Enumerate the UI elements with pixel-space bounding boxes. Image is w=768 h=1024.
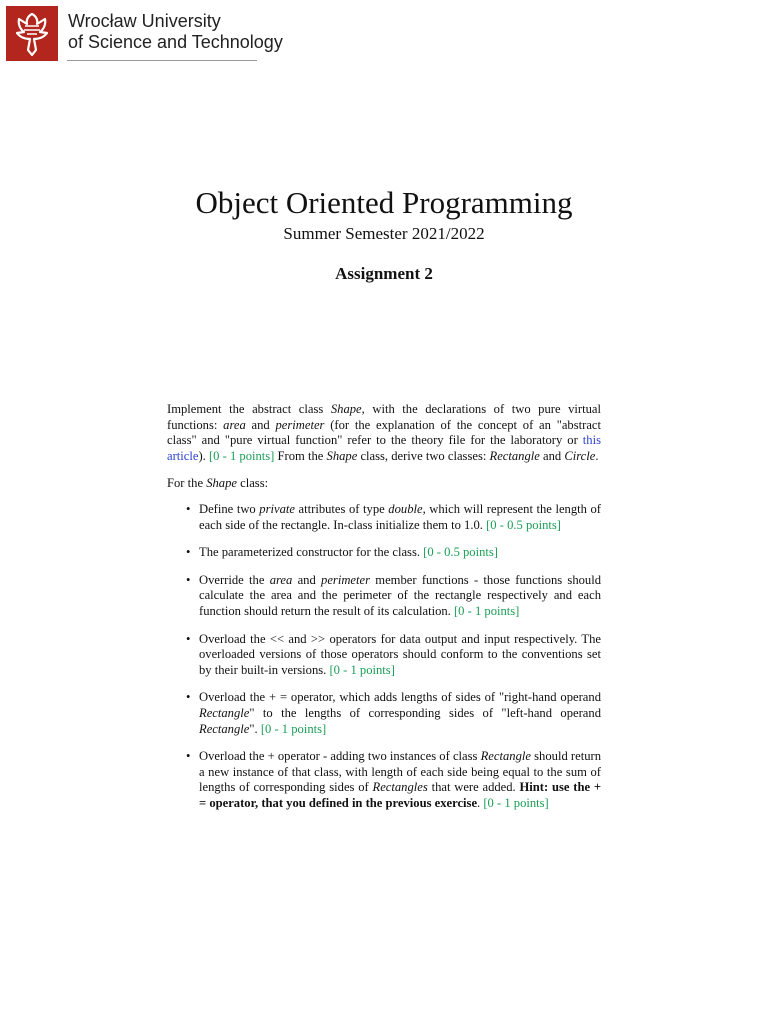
- bullet-icon: •: [186, 572, 191, 587]
- item-text: Overload the << and >> operators for data output and input respectively. The overloaded versions of those operators should conform to the conventions set by their built-in versions.: [199, 631, 601, 677]
- item-text: that were added.: [427, 780, 520, 795]
- list-item: [167, 749, 601, 811]
- rectangle-term: Rectangle: [199, 705, 250, 720]
- intro-text: Implement the abstract class: [167, 402, 331, 416]
- points-label: [0 - 1 points]: [329, 662, 395, 677]
- rectangle-term: Rectangle: [489, 448, 540, 463]
- points-label: [0 - 0.5 points]: [423, 545, 498, 560]
- area-term: area: [269, 572, 293, 587]
- item-text: Overload the + = operator, which adds lengths of sides of "right-hand operand: [199, 690, 601, 705]
- item-text: should return a new instance of that class, with length of each side being equal to the sum of lengths of corresponding sides of: [199, 749, 601, 795]
- list-item: [167, 632, 601, 679]
- rectangle-term: Rectangle: [480, 749, 531, 764]
- intro-text: ).: [198, 448, 209, 463]
- hint-text: Hint: use the + = operator, that you defined in the previous exercise: [199, 780, 601, 810]
- intro-text: class, derive two classes:: [357, 448, 490, 463]
- item-text: ".: [249, 721, 261, 736]
- document-subtitle: Summer Semester 2021/2022: [283, 224, 485, 243]
- document-title: Object Oriented Programming: [195, 185, 573, 220]
- assignment-heading: Assignment 2: [335, 264, 433, 283]
- item-text: member functions - those functions should calculate the area and the perimeter of the rectangle respectively and each function should return the result of its calculation.: [199, 572, 602, 618]
- rectangle-term: Rectangle: [199, 721, 250, 736]
- list-item: [167, 545, 601, 561]
- bullet-icon: •: [186, 690, 191, 705]
- points-label: [0 - 1 points]: [453, 603, 520, 618]
- for-shape-paragraph: [167, 476, 601, 492]
- area-term: area: [223, 417, 246, 432]
- requirements-list: [167, 502, 601, 812]
- points-label: [0 - 0.5 points]: [486, 517, 561, 532]
- assignment-body: [167, 402, 601, 823]
- shape-term: Shape: [206, 476, 237, 491]
- intro-text: and: [245, 417, 276, 432]
- bullet-icon: •: [186, 501, 191, 516]
- bullet-icon: •: [186, 749, 191, 764]
- item-text: attributes of type: [294, 501, 389, 516]
- list-item: [167, 690, 601, 737]
- intro-text: From the: [274, 448, 327, 463]
- item-text: The parameterized constructor for the class.: [199, 545, 424, 560]
- circle-term: Circle: [564, 448, 596, 463]
- intro-text: and: [539, 448, 565, 463]
- bullet-icon: •: [186, 545, 191, 560]
- university-name-line2: of Science and Technology: [68, 32, 283, 52]
- list-item: [167, 502, 601, 533]
- perimeter-term: perimeter: [321, 572, 371, 587]
- double-term: double: [388, 501, 423, 516]
- university-name-line1: Wrocław University: [68, 11, 221, 31]
- points-label: [0 - 1 points]: [260, 721, 327, 736]
- item-text: Define two: [199, 501, 260, 516]
- shape-term: Shape: [326, 448, 358, 463]
- points-label: [0 - 1 points]: [208, 448, 275, 463]
- item-text: , which will represent the length of each side of the rectangle. In-class initialize them to 1.0.: [199, 501, 601, 532]
- intro-paragraph: [167, 402, 601, 464]
- for-shape-text: class:: [236, 476, 269, 491]
- bullet-icon: •: [186, 631, 191, 646]
- points-label: [0 - 1 points]: [483, 795, 549, 810]
- item-text: Override the: [199, 572, 270, 587]
- intro-text: .: [595, 448, 599, 463]
- item-text: " to the lengths of corresponding sides of "left-hand operand: [249, 705, 601, 720]
- item-text: .: [477, 795, 484, 810]
- shape-term: Shape: [330, 402, 362, 416]
- intro-text: (for the explanation of the concept of an "abstract class" and "pure virtual function" refer to the theory file for the laboratory or: [167, 417, 601, 448]
- item-text: and: [292, 572, 322, 587]
- article-link[interactable]: this article: [167, 433, 601, 463]
- university-name: [68, 11, 283, 53]
- item-text: Overload the + operator - adding two instances of class: [199, 749, 481, 764]
- list-item: [167, 573, 601, 620]
- perimeter-term: perimeter: [275, 417, 325, 432]
- university-logo: [6, 6, 58, 61]
- for-shape-text: For the: [167, 476, 207, 491]
- eagle-emblem-icon: [6, 6, 58, 61]
- header-divider: [67, 60, 257, 61]
- rectangles-term: Rectangles: [372, 780, 428, 795]
- private-term: private: [259, 501, 295, 516]
- intro-text: , with the declarations of two pure virtual functions:: [167, 402, 602, 432]
